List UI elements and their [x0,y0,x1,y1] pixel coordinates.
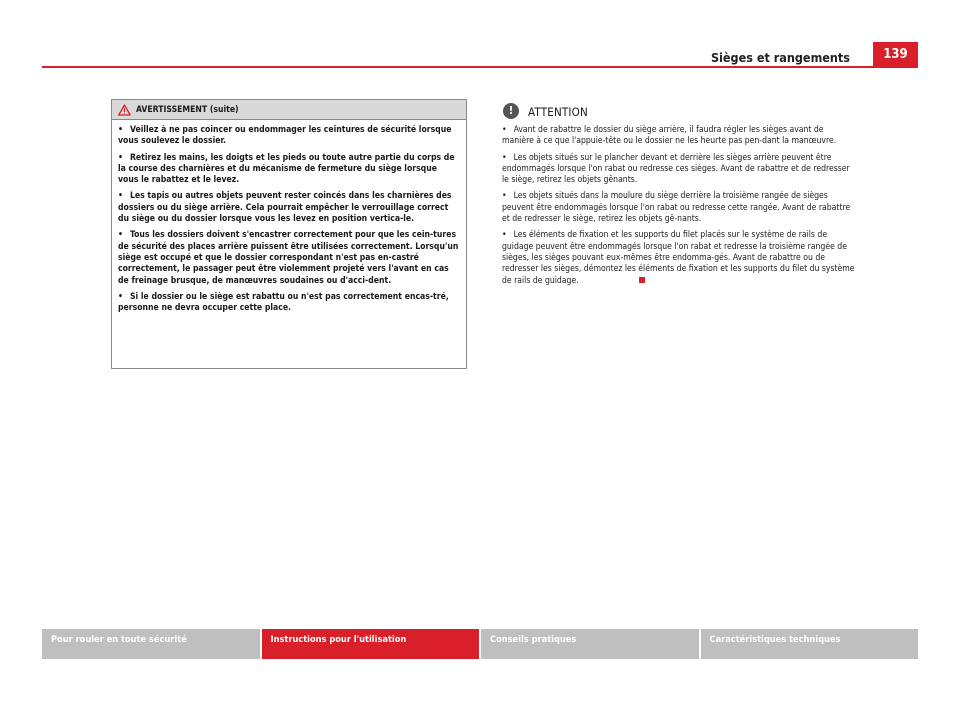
warning-item: • Tous les dossiers doivent s'encastrer correctement pour que les cein-tures de sécurité des places arrière puissent être utilisées correctement. Lorsqu'un siège est occupé et que le dossier correspondant n'est pas en-castré correctement, le passager peut être violemment projeté vers l'avant en cas de freinage brusque, de manœuvres soudaines ou d'acci-dent. [118,230,459,286]
attention-item: • Les éléments de fixation et les supports du filet placés sur le système de rails de guidage peuvent être endommagés lorsque l'on rabat et redresse la troisième rangée de sièges, les sièges pouvant eux-mêmes être endomma-gés. Avant de rabattre ou de redresser les sièges, démontez les éléments de fixation et les supports du filet du système de rails de guidage. [502,230,855,286]
attention-item: • Les objets situés dans la moulure du siège derrière la troisième rangée de sièges peuvent être endommagés lorsque l'on rabat ou redresse cette rangée. Avant de rabattre et de redresser le siège, retirez les objets gê-nants. [502,191,851,225]
attention-title: ATTENTION [528,105,588,120]
attention-item: • Avant de rabattre le dossier du siège arrière, il faudra régler les sièges avant de manière à ce que l'appuie-tête ou le dossier ne les heurte pas pen-dant la manœuvre. [502,125,837,147]
warning-item: • Retirez les mains, les doigts et les pieds ou toute autre partie du corps de la course des charnières et du mécanisme de fermeture du siège lorsque vous le rabattez et le levez. [118,152,455,186]
warning-title: AVERTISSEMENT (suite) [136,104,239,115]
bullet-icon: • [118,191,123,202]
warning-item: • Les tapis ou autres objets peuvent rester coincés dans les charnières des dossiers ou du siège arrière. Cela pourrait empêcher le verrouillage correct du siège ou du dossier lorsque vous les levez en position vertica-le. [118,191,452,225]
bullet-icon: • [502,230,507,241]
warning-box [111,99,467,369]
bullet-icon: • [118,125,123,135]
attention-header [502,99,855,123]
attention-item: • Les objets situés sur le plancher devant et derrière les sièges arrière peuvent être endommagés lorsque l'on rabat ou redresse ces sièges. Avant de rabattre et de redresser le siège, retirez les objets gênants. [502,152,850,186]
bullet-icon: • [118,152,123,163]
warning-triangle-icon [118,104,131,116]
header-title: Sièges et rangements [710,50,850,65]
bullet-icon: • [502,191,507,202]
footer-tab-tips[interactable]: Conseils pratiques [481,629,699,659]
attention-icon: ! [503,103,519,119]
header-rule [42,66,918,68]
end-of-section-icon [639,277,645,283]
footer-tab-specs[interactable]: Caractéristiques techniques [701,629,919,659]
bullet-icon: • [502,125,507,135]
warning-item: • Veillez à ne pas coincer ou endommager les ceintures de sécurité lorsque vous soulevez le dossier. [118,125,452,147]
footer-tab-instructions[interactable]: Instructions pour l'utilisation [262,629,480,659]
bullet-icon: • [502,152,507,163]
warning-item: • Si le dossier ou le siège est rabattu ou n'est pas correctement encas-tré, personne ne devra occuper cette place. [118,291,449,314]
bullet-icon: • [118,291,123,302]
warning-header [112,100,466,120]
footer-nav [42,629,918,659]
warning-body [112,120,466,314]
bullet-icon: • [118,230,123,241]
footer-tab-safety[interactable]: Pour rouler en toute sécurité [42,629,260,659]
attention-section [502,99,855,292]
page-number: 139 [873,42,918,67]
